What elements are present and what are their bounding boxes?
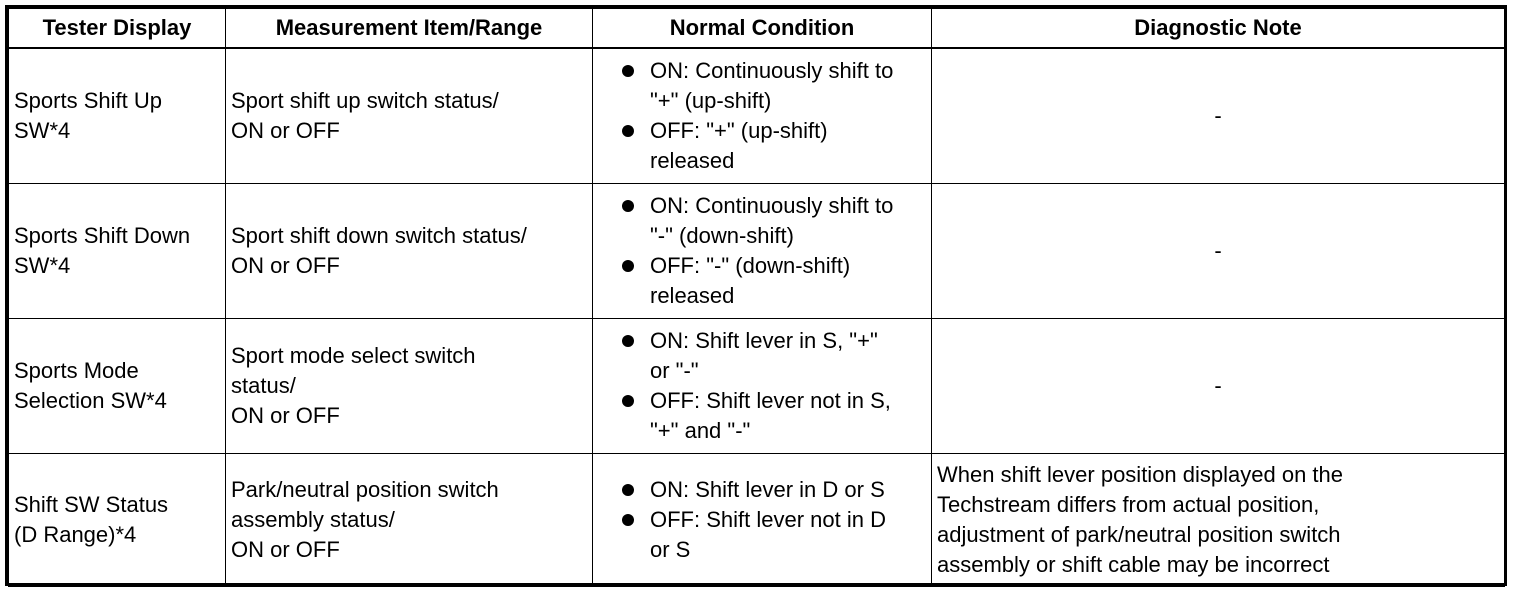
condition-on (598, 56, 931, 116)
range-line: ON or OFF (231, 117, 340, 143)
data-list-table-frame (5, 5, 1507, 586)
data-list-table (8, 8, 1505, 587)
header-row (9, 9, 1505, 49)
display-line: SW*4 (14, 252, 71, 278)
range-line: ON or OFF (231, 402, 340, 428)
table-row (9, 183, 1505, 318)
cell-diagnostic-note: - (932, 48, 1505, 183)
condition-line: ON: Continuously shift to (650, 57, 894, 83)
note-line: Techstream differs from actual position, (937, 491, 1320, 517)
cell-measurement-item (226, 183, 593, 318)
display-line: Sports Shift Down (14, 222, 191, 248)
cell-tester-display (9, 48, 226, 183)
condition-line: "-" (down-shift) (650, 222, 794, 248)
cell-tester-display (9, 453, 226, 586)
note-line: adjustment of park/neutral position switch (937, 521, 1341, 547)
cell-normal-condition (593, 453, 932, 586)
range-line: status/ (231, 372, 296, 398)
condition-line: released (650, 147, 735, 173)
condition-line: OFF: Shift lever not in D (650, 506, 886, 532)
cell-diagnostic-note (932, 453, 1505, 586)
condition-line: "+" and "-" (650, 417, 751, 443)
cell-normal-condition (593, 318, 932, 453)
table-row (9, 453, 1505, 586)
display-line: Selection SW*4 (14, 387, 167, 413)
table-row (9, 48, 1505, 183)
cell-tester-display (9, 318, 226, 453)
condition-off (598, 386, 931, 446)
condition-on (598, 475, 931, 505)
cell-diagnostic-note: - (932, 318, 1505, 453)
range-line: Sport mode select switch (231, 342, 476, 368)
cell-measurement-item (226, 318, 593, 453)
condition-on (598, 191, 931, 251)
condition-off (598, 251, 931, 311)
condition-line: or "-" (650, 357, 699, 383)
display-line: Shift SW Status (14, 491, 169, 517)
condition-line: "+" (up-shift) (650, 87, 772, 113)
display-line: (D Range)*4 (14, 521, 137, 547)
condition-line: or S (650, 536, 691, 562)
header-measurement-item: Measurement Item/Range (226, 9, 593, 49)
header-tester-display: Tester Display (9, 9, 226, 49)
condition-off (598, 505, 931, 565)
range-line: assembly status/ (231, 506, 395, 532)
range-line: ON or OFF (231, 536, 340, 562)
cell-normal-condition (593, 183, 932, 318)
note-line: When shift lever position displayed on the (937, 461, 1344, 487)
condition-line: OFF: Shift lever not in S, (650, 387, 891, 413)
range-line: Sport shift down switch status/ (231, 222, 527, 248)
condition-line: ON: Shift lever in S, "+" (650, 327, 878, 353)
cell-diagnostic-note: - (932, 183, 1505, 318)
condition-line: ON: Shift lever in D or S (650, 476, 885, 502)
condition-off (598, 116, 931, 176)
condition-list (598, 475, 931, 565)
display-line: Sports Mode (14, 357, 139, 383)
display-line: Sports Shift Up (14, 87, 162, 113)
condition-line: OFF: "+" (up-shift) (650, 117, 828, 143)
condition-line: OFF: "-" (down-shift) (650, 252, 851, 278)
condition-line: released (650, 282, 735, 308)
header-normal-condition: Normal Condition (593, 9, 932, 49)
cell-tester-display (9, 183, 226, 318)
condition-line: ON: Continuously shift to (650, 192, 894, 218)
table-row (9, 318, 1505, 453)
display-line: SW*4 (14, 117, 71, 143)
cell-normal-condition (593, 48, 932, 183)
cell-measurement-item (226, 453, 593, 586)
range-line: Sport shift up switch status/ (231, 87, 499, 113)
condition-on (598, 326, 931, 386)
condition-list (598, 326, 931, 446)
range-line: Park/neutral position switch (231, 476, 499, 502)
note-line: assembly or shift cable may be incorrect (937, 551, 1330, 577)
condition-list (598, 191, 931, 311)
condition-list (598, 56, 931, 176)
header-diagnostic-note: Diagnostic Note (932, 9, 1505, 49)
range-line: ON or OFF (231, 252, 340, 278)
cell-measurement-item (226, 48, 593, 183)
